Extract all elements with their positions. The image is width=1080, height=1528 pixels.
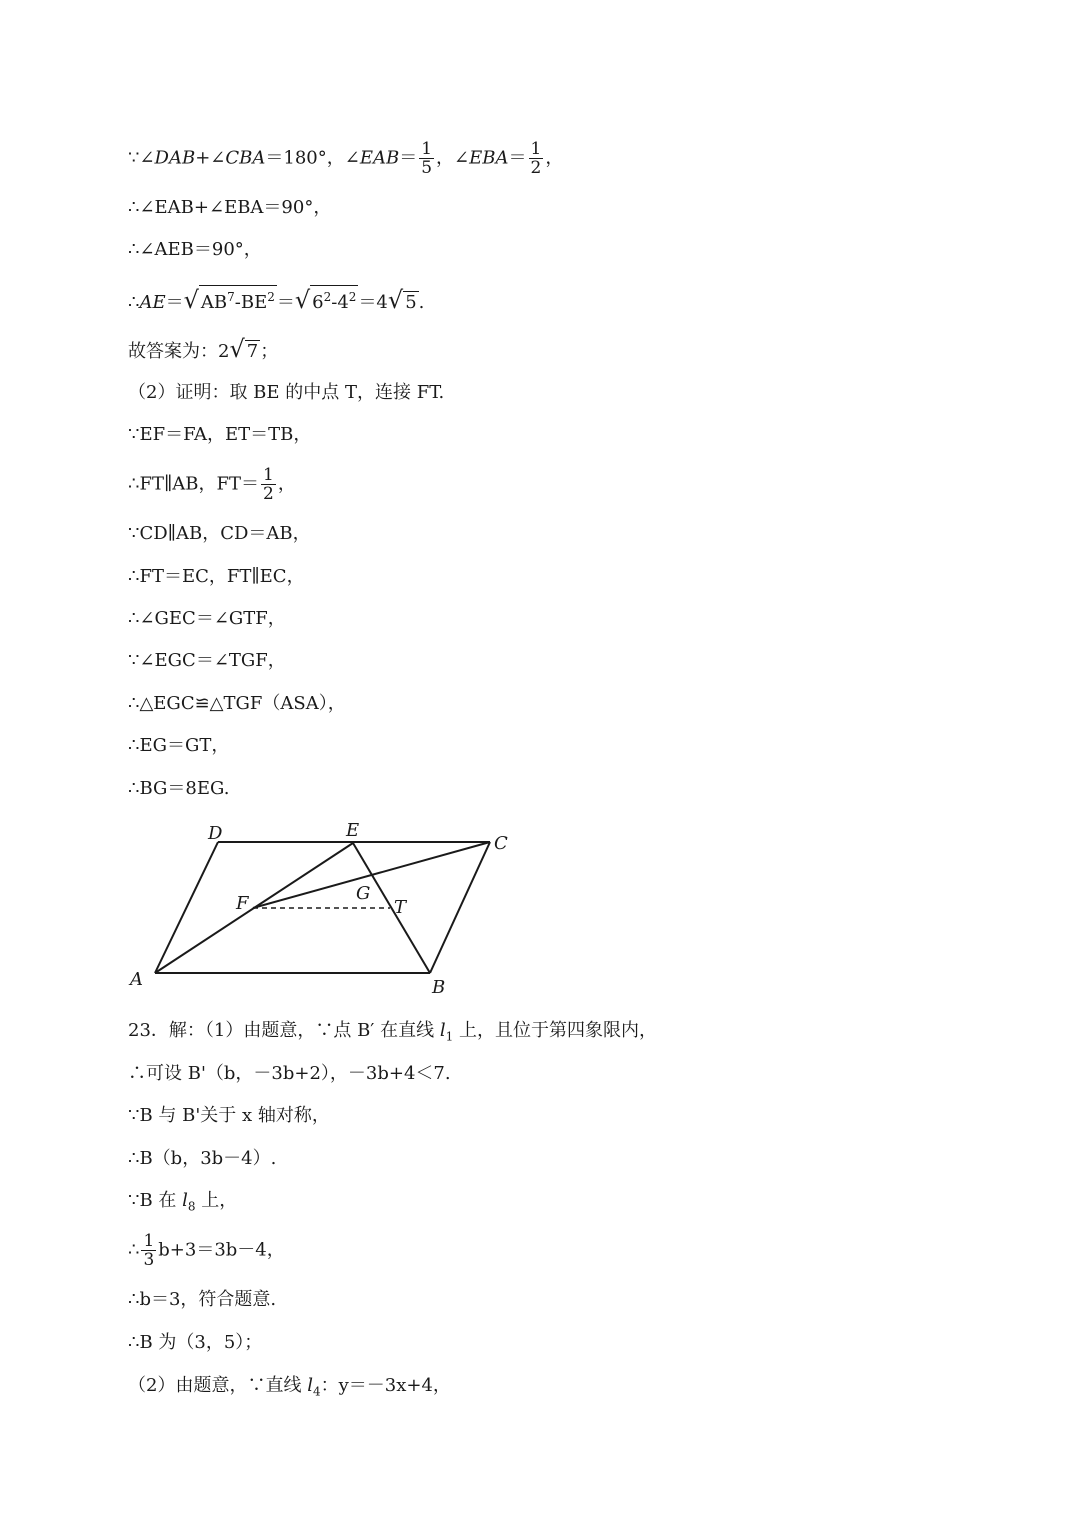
- line-6: （2）证明：取 BE 的中点 T，连接 FT.: [128, 382, 445, 403]
- fraction: $\frac{1}{3}$: [143, 1231, 155, 1270]
- line-16: 23．解：（1）由题意，∵点 B′ 在直线 $l_1$ 上，且位于第四象限内，: [128, 1020, 657, 1044]
- line-13: ∴△EGC≌△TGF（ASA），: [128, 693, 346, 714]
- label-d: D: [208, 823, 223, 844]
- line-7: ∵EF＝FA，ET＝TB，: [128, 424, 312, 445]
- line-14: ∴EG＝GT，: [128, 735, 230, 756]
- line-12: ∵∠EGC＝∠TGF，: [128, 650, 286, 671]
- line-15: ∴BG＝8EG.: [128, 778, 230, 799]
- line-19: ∴B（b，3b－4）.: [128, 1148, 277, 1169]
- line-4: ∴AE＝√ $AB^7-BE^2$ ＝√ $6^2-4^2 =4√$ 5 .: [128, 286, 425, 314]
- line-20: ∵B 在 $l_8$ 上，: [128, 1190, 238, 1214]
- label-a: A: [130, 969, 143, 990]
- label-g: G: [356, 883, 371, 904]
- line-3: ∴∠AEB＝90°，: [128, 239, 262, 260]
- fraction: $\frac{1}{5}$: [421, 139, 433, 178]
- line-9: ∵CD∥AB，CD＝AB，: [128, 523, 311, 544]
- line-2: ∴∠EAB+∠EBA＝90°，: [128, 197, 332, 218]
- geometry-diagram: [120, 815, 540, 1000]
- line-10: ∴FT＝EC，FT∥EC，: [128, 566, 305, 587]
- line-1: ∵∠DAB+∠CBA＝180°，∠EAB＝ $\frac{1}{5}$ ，∠EBA＝ $\frac{1}{2}$ ，: [128, 139, 564, 178]
- line-11: ∴∠GEC＝∠GTF，: [128, 608, 286, 629]
- line-18: ∵B 与 B'关于 x 轴对称，: [128, 1105, 330, 1126]
- edge-cb: [430, 842, 490, 973]
- line-24: （2）由题意，∵直线 $l_4$：y＝－3x+4，: [128, 1375, 451, 1399]
- line-22: ∴b＝3，符合题意.: [128, 1289, 277, 1310]
- fraction: $\frac{1}{2}$: [530, 139, 542, 178]
- line-5: 故答案为：2√ 7 ；: [128, 335, 279, 363]
- line-17: ∴可设 B'（b，－3b+2），－3b+4＜7.: [128, 1063, 451, 1084]
- label-t: T: [394, 897, 407, 918]
- label-c: C: [494, 833, 508, 854]
- label-f: F: [236, 893, 249, 914]
- segment-fc: [253, 842, 490, 908]
- label-b: B: [432, 977, 446, 998]
- line-8: ∴FT∥AB，FT＝ $\frac{1}{2}$ ，: [128, 465, 296, 504]
- line-21: ∴ $\frac{1}{3}$ b+3＝3b－4，: [128, 1231, 285, 1270]
- fraction: $\frac{1}{2}$: [262, 465, 274, 504]
- label-e: E: [346, 820, 360, 841]
- line-23: ∴B 为（3，5）；: [128, 1332, 263, 1353]
